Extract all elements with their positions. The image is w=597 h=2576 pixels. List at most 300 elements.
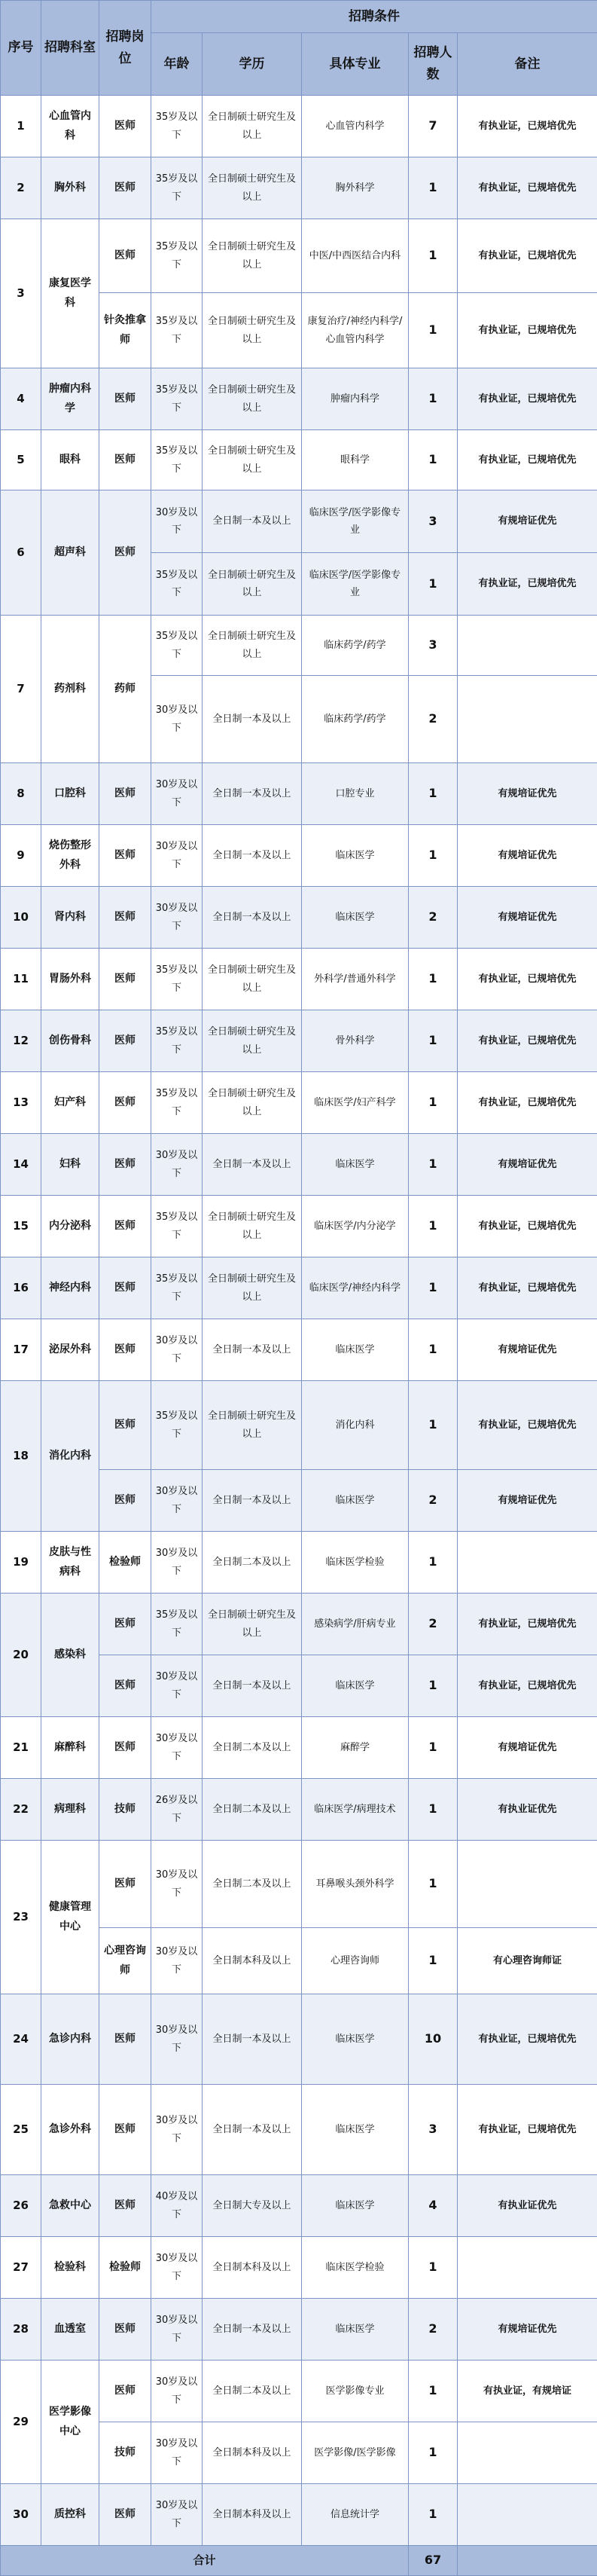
row-edu: 全日制二本及以上 [203, 1532, 302, 1594]
row-post: 医师 [99, 2085, 151, 2175]
row-major: 外科学/普通外科学 [302, 949, 409, 1010]
table-row [1, 2361, 597, 2422]
row-age: 30岁及以下 [151, 490, 203, 553]
table-row [1, 2085, 597, 2175]
row-post: 医师 [99, 96, 151, 157]
row-major: 感染病学/肝病专业 [302, 1594, 409, 1655]
row-age: 30岁及以下 [151, 1994, 203, 2085]
row-num: 3 [1, 219, 41, 368]
table-row [1, 1994, 597, 2085]
row-major: 临床医学 [302, 1134, 409, 1196]
row-count: 1 [409, 1319, 458, 1381]
row-edu: 全日制一本及以上 [203, 763, 302, 825]
row-num: 25 [1, 2085, 41, 2175]
row-edu: 全日制本科及以上 [203, 1928, 302, 1994]
row-dept: 康复医学科 [41, 219, 99, 368]
row-note: 有执业证，已规培优先 [458, 553, 597, 616]
row-edu: 全日制一本及以上 [203, 2085, 302, 2175]
row-count: 1 [409, 219, 458, 293]
row-dept: 神经内科 [41, 1257, 99, 1319]
row-count: 3 [409, 490, 458, 553]
row-post: 医师 [99, 490, 151, 616]
row-age: 35岁及以下 [151, 1381, 203, 1470]
row-edu: 全日制二本及以上 [203, 1717, 302, 1779]
row-major: 临床医学 [302, 825, 409, 887]
header-major: 具体专业 [302, 33, 409, 96]
row-note: 有执业证，有规培证 [458, 2361, 597, 2422]
row-count: 1 [409, 1134, 458, 1196]
row-note [458, 1841, 597, 1928]
row-num: 6 [1, 490, 41, 616]
row-note: 有执业证，已规培优先 [458, 1994, 597, 2085]
table-row [1, 1072, 597, 1134]
row-age: 40岁及以下 [151, 2175, 203, 2237]
row-note: 有规培证优先 [458, 1470, 597, 1532]
row-edu: 全日制二本及以上 [203, 2361, 302, 2422]
row-age: 30岁及以下 [151, 1532, 203, 1594]
row-age: 30岁及以下 [151, 825, 203, 887]
row-dept: 消化内科 [41, 1381, 99, 1532]
row-num: 15 [1, 1196, 41, 1257]
table-row [1, 2237, 597, 2299]
row-age: 30岁及以下 [151, 1319, 203, 1381]
row-note: 有执业证优先 [458, 2175, 597, 2237]
row-dept: 内分泌科 [41, 1196, 99, 1257]
row-dept: 血透室 [41, 2299, 99, 2361]
row-count: 2 [409, 1470, 458, 1532]
row-age: 30岁及以下 [151, 1841, 203, 1928]
row-num: 19 [1, 1532, 41, 1594]
row-edu: 全日制硕士研究生及以上 [203, 96, 302, 157]
row-dept: 烧伤整形外科 [41, 825, 99, 887]
row-note: 有规培证优先 [458, 1319, 597, 1381]
row-age: 30岁及以下 [151, 2085, 203, 2175]
table-row [1, 368, 597, 430]
row-post: 检验师 [99, 2237, 151, 2299]
row-count: 1 [409, 430, 458, 490]
row-post: 医师 [99, 1319, 151, 1381]
table-row [1, 1196, 597, 1257]
row-note: 有执业证，已规培优先 [458, 368, 597, 430]
row-count: 1 [409, 1196, 458, 1257]
row-num: 21 [1, 1717, 41, 1779]
table-row [1, 887, 597, 949]
row-post: 医师 [99, 1134, 151, 1196]
row-num: 20 [1, 1594, 41, 1717]
row-num: 26 [1, 2175, 41, 2237]
row-dept: 妇科 [41, 1134, 99, 1196]
row-dept: 皮肤与性病科 [41, 1532, 99, 1594]
table-row [1, 1134, 597, 1196]
row-post: 医师 [99, 157, 151, 219]
row-edu: 全日制硕士研究生及以上 [203, 293, 302, 368]
row-edu: 全日制一本及以上 [203, 887, 302, 949]
row-edu: 全日制硕士研究生及以上 [203, 430, 302, 490]
row-note: 有规培证优先 [458, 490, 597, 553]
row-edu: 全日制硕士研究生及以上 [203, 1072, 302, 1134]
row-major: 康复治疗/神经内科学/心血管内科学 [302, 293, 409, 368]
row-edu: 全日制一本及以上 [203, 2299, 302, 2361]
row-count: 1 [409, 1010, 458, 1072]
header-age: 年龄 [151, 33, 203, 96]
row-count: 4 [409, 2175, 458, 2237]
row-edu: 全日制硕士研究生及以上 [203, 553, 302, 616]
table-row [1, 1319, 597, 1381]
row-major: 临床医学/神经内科学 [302, 1257, 409, 1319]
row-age: 30岁及以下 [151, 2484, 203, 2546]
table-row [1, 825, 597, 887]
row-age: 35岁及以下 [151, 219, 203, 293]
row-major: 口腔专业 [302, 763, 409, 825]
row-edu: 全日制硕士研究生及以上 [203, 368, 302, 430]
row-edu: 全日制一本及以上 [203, 1134, 302, 1196]
row-major: 临床医学 [302, 2299, 409, 2361]
row-count: 1 [409, 368, 458, 430]
row-count: 10 [409, 1994, 458, 2085]
row-dept: 麻醉科 [41, 1717, 99, 1779]
table-row [1, 763, 597, 825]
row-num: 27 [1, 2237, 41, 2299]
row-major: 眼科学 [302, 430, 409, 490]
row-count: 1 [409, 1928, 458, 1994]
row-num: 14 [1, 1134, 41, 1196]
total-label: 合计 [1, 2546, 409, 2576]
row-age: 30岁及以下 [151, 1134, 203, 1196]
row-note: 有规培证优先 [458, 763, 597, 825]
row-post: 医师 [99, 1010, 151, 1072]
row-dept: 急诊外科 [41, 2085, 99, 2175]
header-seq: 序号 [1, 1, 41, 96]
row-num: 5 [1, 430, 41, 490]
row-note: 有执业证，已规培优先 [458, 1010, 597, 1072]
row-num: 7 [1, 616, 41, 763]
row-num: 4 [1, 368, 41, 430]
row-age: 30岁及以下 [151, 1655, 203, 1717]
table-row [1, 1594, 597, 1655]
row-major: 临床医学 [302, 1994, 409, 2085]
total-note-blank [458, 2546, 597, 2576]
row-dept: 肾内科 [41, 887, 99, 949]
row-age: 30岁及以下 [151, 1470, 203, 1532]
row-count: 2 [409, 887, 458, 949]
row-note: 有执业证，已规培优先 [458, 430, 597, 490]
row-age: 35岁及以下 [151, 430, 203, 490]
row-post: 医师 [99, 1257, 151, 1319]
row-count: 1 [409, 2484, 458, 2546]
row-note: 有执业证，已规培优先 [458, 1381, 597, 1470]
table-row [1, 2484, 597, 2546]
row-num: 2 [1, 157, 41, 219]
row-num: 12 [1, 1010, 41, 1072]
row-dept: 胸外科 [41, 157, 99, 219]
table-row [1, 96, 597, 157]
row-note: 有规培证优先 [458, 2299, 597, 2361]
row-dept: 口腔科 [41, 763, 99, 825]
row-note: 有执业证，已规培优先 [458, 949, 597, 1010]
row-post: 医师 [99, 430, 151, 490]
row-post: 医师 [99, 1717, 151, 1779]
row-major: 临床医学检验 [302, 2237, 409, 2299]
row-age: 30岁及以下 [151, 2361, 203, 2422]
row-post: 医师 [99, 887, 151, 949]
row-dept: 妇产科 [41, 1072, 99, 1134]
row-edu: 全日制硕士研究生及以上 [203, 219, 302, 293]
row-age: 30岁及以下 [151, 2299, 203, 2361]
row-num: 9 [1, 825, 41, 887]
row-age: 30岁及以下 [151, 2237, 203, 2299]
table-row [1, 430, 597, 490]
row-note: 有执业证，已规培优先 [458, 157, 597, 219]
row-age: 30岁及以下 [151, 763, 203, 825]
row-note: 有规培证优先 [458, 825, 597, 887]
row-age: 35岁及以下 [151, 368, 203, 430]
total-value: 67 [409, 2546, 458, 2576]
row-count: 1 [409, 1655, 458, 1717]
row-count: 1 [409, 1532, 458, 1594]
row-count: 2 [409, 2299, 458, 2361]
row-age: 35岁及以下 [151, 1072, 203, 1134]
row-post: 医师 [99, 1196, 151, 1257]
row-major: 胸外科学 [302, 157, 409, 219]
row-major: 临床医学/内分泌学 [302, 1196, 409, 1257]
row-num: 17 [1, 1319, 41, 1381]
row-age: 30岁及以下 [151, 2422, 203, 2484]
row-edu: 全日制本科及以上 [203, 2422, 302, 2484]
row-dept: 泌尿外科 [41, 1319, 99, 1381]
row-count: 1 [409, 763, 458, 825]
row-count: 3 [409, 616, 458, 676]
row-edu: 全日制硕士研究生及以上 [203, 1594, 302, 1655]
row-major: 临床医学 [302, 1655, 409, 1717]
row-post: 医师 [99, 949, 151, 1010]
row-major: 临床医学/病理技术 [302, 1779, 409, 1841]
header-count: 招聘人数 [409, 33, 458, 96]
row-major: 心理咨询师 [302, 1928, 409, 1994]
row-count: 1 [409, 1381, 458, 1470]
table-row [1, 490, 597, 553]
table-row [1, 157, 597, 219]
row-major: 中医/中西医结合内科 [302, 219, 409, 293]
row-major: 临床医学检验 [302, 1532, 409, 1594]
row-edu: 全日制硕士研究生及以上 [203, 1196, 302, 1257]
row-post: 医师 [99, 1994, 151, 2085]
header-post: 招聘岗位 [99, 1, 151, 96]
row-num: 18 [1, 1381, 41, 1532]
row-edu: 全日制硕士研究生及以上 [203, 616, 302, 676]
row-dept: 健康管理中心 [41, 1841, 99, 1994]
row-num: 22 [1, 1779, 41, 1841]
row-post: 医师 [99, 1072, 151, 1134]
row-count: 2 [409, 1594, 458, 1655]
row-age: 35岁及以下 [151, 157, 203, 219]
row-note [458, 2484, 597, 2546]
row-major: 临床医学 [302, 887, 409, 949]
table-row [1, 2299, 597, 2361]
row-num: 8 [1, 763, 41, 825]
row-num: 28 [1, 2299, 41, 2361]
row-note [458, 1532, 597, 1594]
row-edu: 全日制一本及以上 [203, 490, 302, 553]
row-edu: 全日制一本及以上 [203, 1655, 302, 1717]
row-major: 临床医学/医学影像专业 [302, 553, 409, 616]
row-major: 医学影像/医学影像 [302, 2422, 409, 2484]
row-dept: 肿瘤内科学 [41, 368, 99, 430]
row-count: 1 [409, 949, 458, 1010]
row-edu: 全日制硕士研究生及以上 [203, 1381, 302, 1470]
row-num: 29 [1, 2361, 41, 2484]
row-major: 临床医学 [302, 2175, 409, 2237]
row-post: 医师 [99, 368, 151, 430]
row-age: 30岁及以下 [151, 676, 203, 763]
row-post: 医师 [99, 1594, 151, 1655]
row-major: 临床医学 [302, 1470, 409, 1532]
row-major: 医学影像专业 [302, 2361, 409, 2422]
row-edu: 全日制大专及以上 [203, 2175, 302, 2237]
row-edu: 全日制一本及以上 [203, 1319, 302, 1381]
row-dept: 医学影像中心 [41, 2361, 99, 2484]
row-age: 30岁及以下 [151, 887, 203, 949]
row-count: 7 [409, 96, 458, 157]
header-row-top [1, 1, 597, 33]
row-edu: 全日制一本及以上 [203, 1470, 302, 1532]
row-dept: 心血管内科 [41, 96, 99, 157]
row-num: 10 [1, 887, 41, 949]
row-note: 有规培证优先 [458, 1134, 597, 1196]
row-note: 有规培证优先 [458, 1717, 597, 1779]
row-major: 骨外科学 [302, 1010, 409, 1072]
row-dept: 病理科 [41, 1779, 99, 1841]
table-row [1, 949, 597, 1010]
row-dept: 药剂科 [41, 616, 99, 763]
row-note: 有执业证，已规培优先 [458, 219, 597, 293]
row-note: 有规培证优先 [458, 887, 597, 949]
row-major: 心血管内科学 [302, 96, 409, 157]
header-dept: 招聘科室 [41, 1, 99, 96]
row-age: 35岁及以下 [151, 293, 203, 368]
table-row [1, 219, 597, 293]
row-count: 1 [409, 1072, 458, 1134]
row-count: 1 [409, 1257, 458, 1319]
row-note: 有执业证优先 [458, 1779, 597, 1841]
header-conditions: 招聘条件 [151, 1, 597, 33]
row-count: 1 [409, 2361, 458, 2422]
row-age: 35岁及以下 [151, 1010, 203, 1072]
row-dept: 眼科 [41, 430, 99, 490]
row-age: 35岁及以下 [151, 1196, 203, 1257]
row-count: 2 [409, 676, 458, 763]
row-post: 医师 [99, 1841, 151, 1928]
row-post: 医师 [99, 2299, 151, 2361]
row-edu: 全日制二本及以上 [203, 1841, 302, 1928]
header-edu: 学历 [203, 33, 302, 96]
row-edu: 全日制硕士研究生及以上 [203, 1257, 302, 1319]
row-count: 1 [409, 1841, 458, 1928]
row-post: 医师 [99, 2484, 151, 2546]
row-major: 临床医学/医学影像专业 [302, 490, 409, 553]
row-post: 医师 [99, 219, 151, 293]
row-major: 消化内科 [302, 1381, 409, 1470]
row-post: 技师 [99, 2422, 151, 2484]
row-age: 35岁及以下 [151, 1594, 203, 1655]
row-age: 35岁及以下 [151, 616, 203, 676]
table-row [1, 1381, 597, 1470]
row-edu: 全日制二本及以上 [203, 1779, 302, 1841]
row-post: 针灸推拿师 [99, 293, 151, 368]
row-age: 35岁及以下 [151, 553, 203, 616]
row-major: 临床医学 [302, 1319, 409, 1381]
row-edu: 全日制一本及以上 [203, 1994, 302, 2085]
total-row [1, 2546, 597, 2576]
row-dept: 超声科 [41, 490, 99, 616]
row-post: 检验师 [99, 1532, 151, 1594]
row-note [458, 2422, 597, 2484]
row-edu: 全日制本科及以上 [203, 2484, 302, 2546]
row-edu: 全日制本科及以上 [203, 2237, 302, 2299]
row-note: 有执业证，已规培优先 [458, 1072, 597, 1134]
row-note: 有执业证，已规培优先 [458, 96, 597, 157]
row-post: 药师 [99, 616, 151, 763]
row-dept: 感染科 [41, 1594, 99, 1717]
header-note: 备注 [458, 33, 597, 96]
row-note [458, 616, 597, 676]
table-row [1, 1532, 597, 1594]
row-note: 有执业证，已规培优先 [458, 2085, 597, 2175]
row-dept: 胃肠外科 [41, 949, 99, 1010]
row-edu: 全日制硕士研究生及以上 [203, 1010, 302, 1072]
row-dept: 急诊内科 [41, 1994, 99, 2085]
row-dept: 检验科 [41, 2237, 99, 2299]
row-major: 临床药学/药学 [302, 616, 409, 676]
table-row [1, 2175, 597, 2237]
row-num: 23 [1, 1841, 41, 1994]
table-row [1, 1841, 597, 1928]
row-age: 35岁及以下 [151, 96, 203, 157]
row-major: 耳鼻喉头颈外科学 [302, 1841, 409, 1928]
row-post: 医师 [99, 1381, 151, 1470]
row-count: 1 [409, 2237, 458, 2299]
row-note: 有执业证，已规培优先 [458, 1257, 597, 1319]
row-major: 临床医学/妇产科学 [302, 1072, 409, 1134]
row-num: 16 [1, 1257, 41, 1319]
row-age: 30岁及以下 [151, 1928, 203, 1994]
row-post: 技师 [99, 1779, 151, 1841]
row-count: 3 [409, 2085, 458, 2175]
row-count: 1 [409, 2422, 458, 2484]
row-age: 30岁及以下 [151, 1717, 203, 1779]
row-count: 1 [409, 1717, 458, 1779]
row-age: 35岁及以下 [151, 1257, 203, 1319]
row-note: 有执业证，已规培优先 [458, 1196, 597, 1257]
row-dept: 创伤骨科 [41, 1010, 99, 1072]
row-note: 有执业证，已规培优先 [458, 1594, 597, 1655]
row-num: 13 [1, 1072, 41, 1134]
row-num: 24 [1, 1994, 41, 2085]
row-count: 1 [409, 1779, 458, 1841]
row-post: 医师 [99, 825, 151, 887]
row-note: 有心理咨询师证 [458, 1928, 597, 1994]
row-major: 麻醉学 [302, 1717, 409, 1779]
row-major: 临床药学/药学 [302, 676, 409, 763]
table-row [1, 1010, 597, 1072]
row-count: 1 [409, 553, 458, 616]
row-num: 30 [1, 2484, 41, 2546]
row-count: 1 [409, 825, 458, 887]
row-edu: 全日制硕士研究生及以上 [203, 949, 302, 1010]
row-post: 医师 [99, 1470, 151, 1532]
row-post: 医师 [99, 2175, 151, 2237]
row-major: 肿瘤内科学 [302, 368, 409, 430]
row-count: 1 [409, 157, 458, 219]
